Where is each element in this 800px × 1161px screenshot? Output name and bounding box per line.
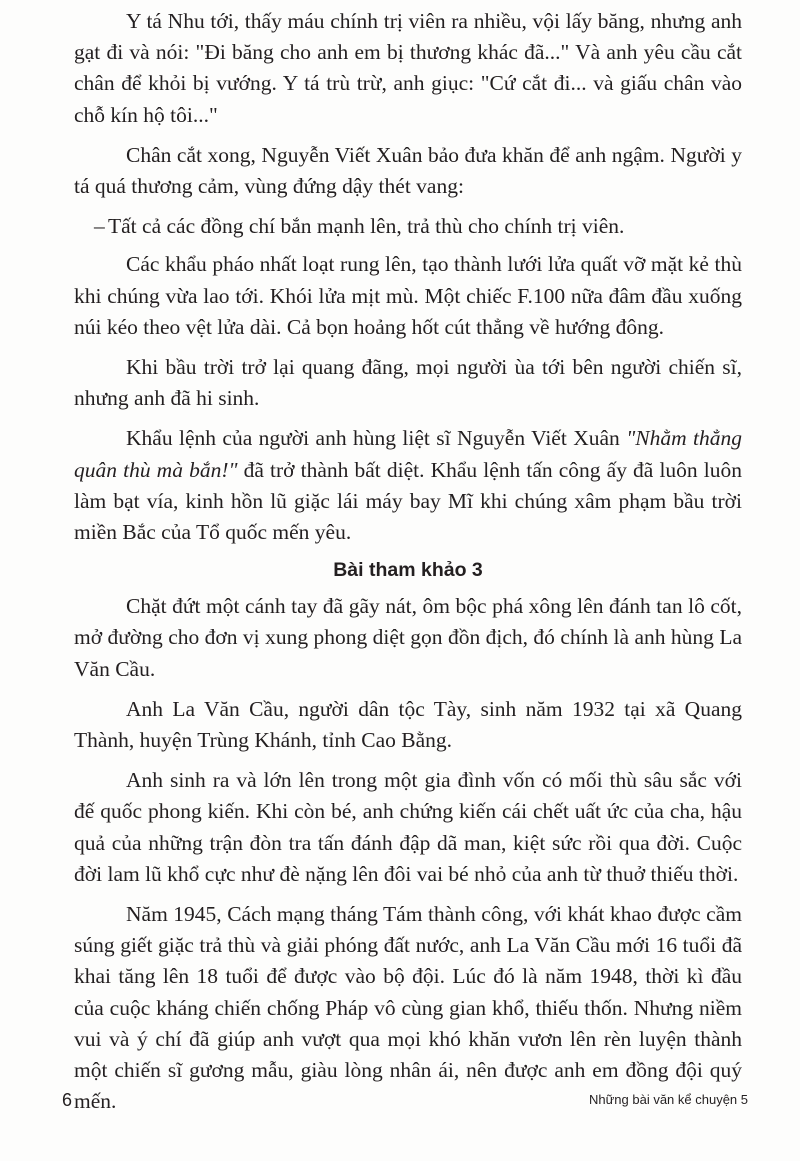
paragraph: Chặt đứt một cánh tay đã gãy nát, ôm bộc phá xông lên đánh tan lô cốt, mở đường cho đơn vị xung phong diệt gọn đồn địch, đó chính là anh hùng La Văn Cầu. [74,594,742,681]
paragraph: Năm 1945, Cách mạng tháng Tám thành công, với khát khao được cầm súng giết giặc trả thù và giải phóng đất nước, anh La Văn Cầu mới 16 tuổi đã khai tăng lên 18 tuổi để được vào bộ đội. Lúc đó là năm 1948, thời kì đầu của cuộc kháng chiến chống Pháp vô cùng gian khổ, thiếu thốn. Nhưng niềm vui và ý chí đã giúp anh vượt qua mọi khó khăn vươn lên rèn luyện thành một chiến sĩ gương mẫu, giàu lòng nhân ái, nên được anh em đồng đội quý mến. [74,902,742,1114]
paragraph: Y tá Nhu tới, thấy máu chính trị viên ra nhiều, vội lấy băng, nhưng anh gạt đi và nói: "Đi băng cho anh em bị thương khác đã..." Và anh yêu cầu cắt chân để khỏi bị vướng. Y tá trù trừ, anh giục: "Cứ cắt đi... và giấu chân vào chỗ kín hộ tôi..." [74,9,742,127]
paragraph: Chân cắt xong, Nguyễn Viết Xuân bảo đưa khăn để anh ngậm. Người y tá quá thương cảm, vùng đứng dậy thét vang: [74,142,742,199]
paragraph: Khi bầu trời trở lại quang đãng, mọi người ùa tới bên người chiến sĩ, nhưng anh đã hi sinh. [74,355,742,411]
page-footer [62,1088,748,1112]
section-heading: Bài tham khảo 3 [333,559,483,582]
book-title: Những bài văn kể chuyện 5 [588,1092,748,1107]
paragraph-text: Khẩu lệnh của người anh hùng liệt sĩ Nguyễn Viết Xuân [126,426,627,451]
dialogue-text: Tất cả các đồng chí bắn mạnh lên, trả thù cho chính trị viên. [108,214,625,239]
page-number: 6 [62,1090,73,1110]
paragraph [74,423,742,548]
paragraph: Anh La Văn Cầu, người dân tộc Tày, sinh năm 1932 tại xã Quang Thành, huyện Trùng Khánh, tỉnh Cao Bằng. [74,696,742,753]
body-text [74,6,742,1127]
command-quote: "Nhằm thẳng quân thù mà bắn!" [74,426,742,482]
paragraph-text: đã trở thành bất diệt. Khẩu lệnh tấn công ấy đã luôn luôn làm bạt vía, kinh hồn lũ giặc lái máy bay Mĩ khi chúng xâm phạm bầu trời miền Bắc của Tổ quốc mến yêu. [74,457,742,545]
paragraph: Anh sinh ra và lớn lên trong một gia đình vốn có mối thù sâu sắc với đế quốc phong kiến. Khi còn bé, anh chứng kiến cái chết uất ức của cha, hậu quả của những trận đòn tra tấn đánh đập dã man, kiệt sức rồi qua đời. Cuộc đời lam lũ khổ cực như đè nặng lên đôi vai bé nhỏ của anh từ thuở thiếu thời. [74,768,742,886]
dialogue-dash: – [94,214,105,239]
paragraph: Các khẩu pháo nhất loạt rung lên, tạo thành lưới lửa quất vỡ mặt kẻ thù khi chúng vừa lao tới. Khói lửa mịt mù. Một chiếc F.100 nữa đâm đầu xuống núi kéo theo vệt lửa dài. Cả bọn hoảng hốt cút thẳng về hướng đông. [74,252,742,339]
dialogue-line [74,211,742,242]
